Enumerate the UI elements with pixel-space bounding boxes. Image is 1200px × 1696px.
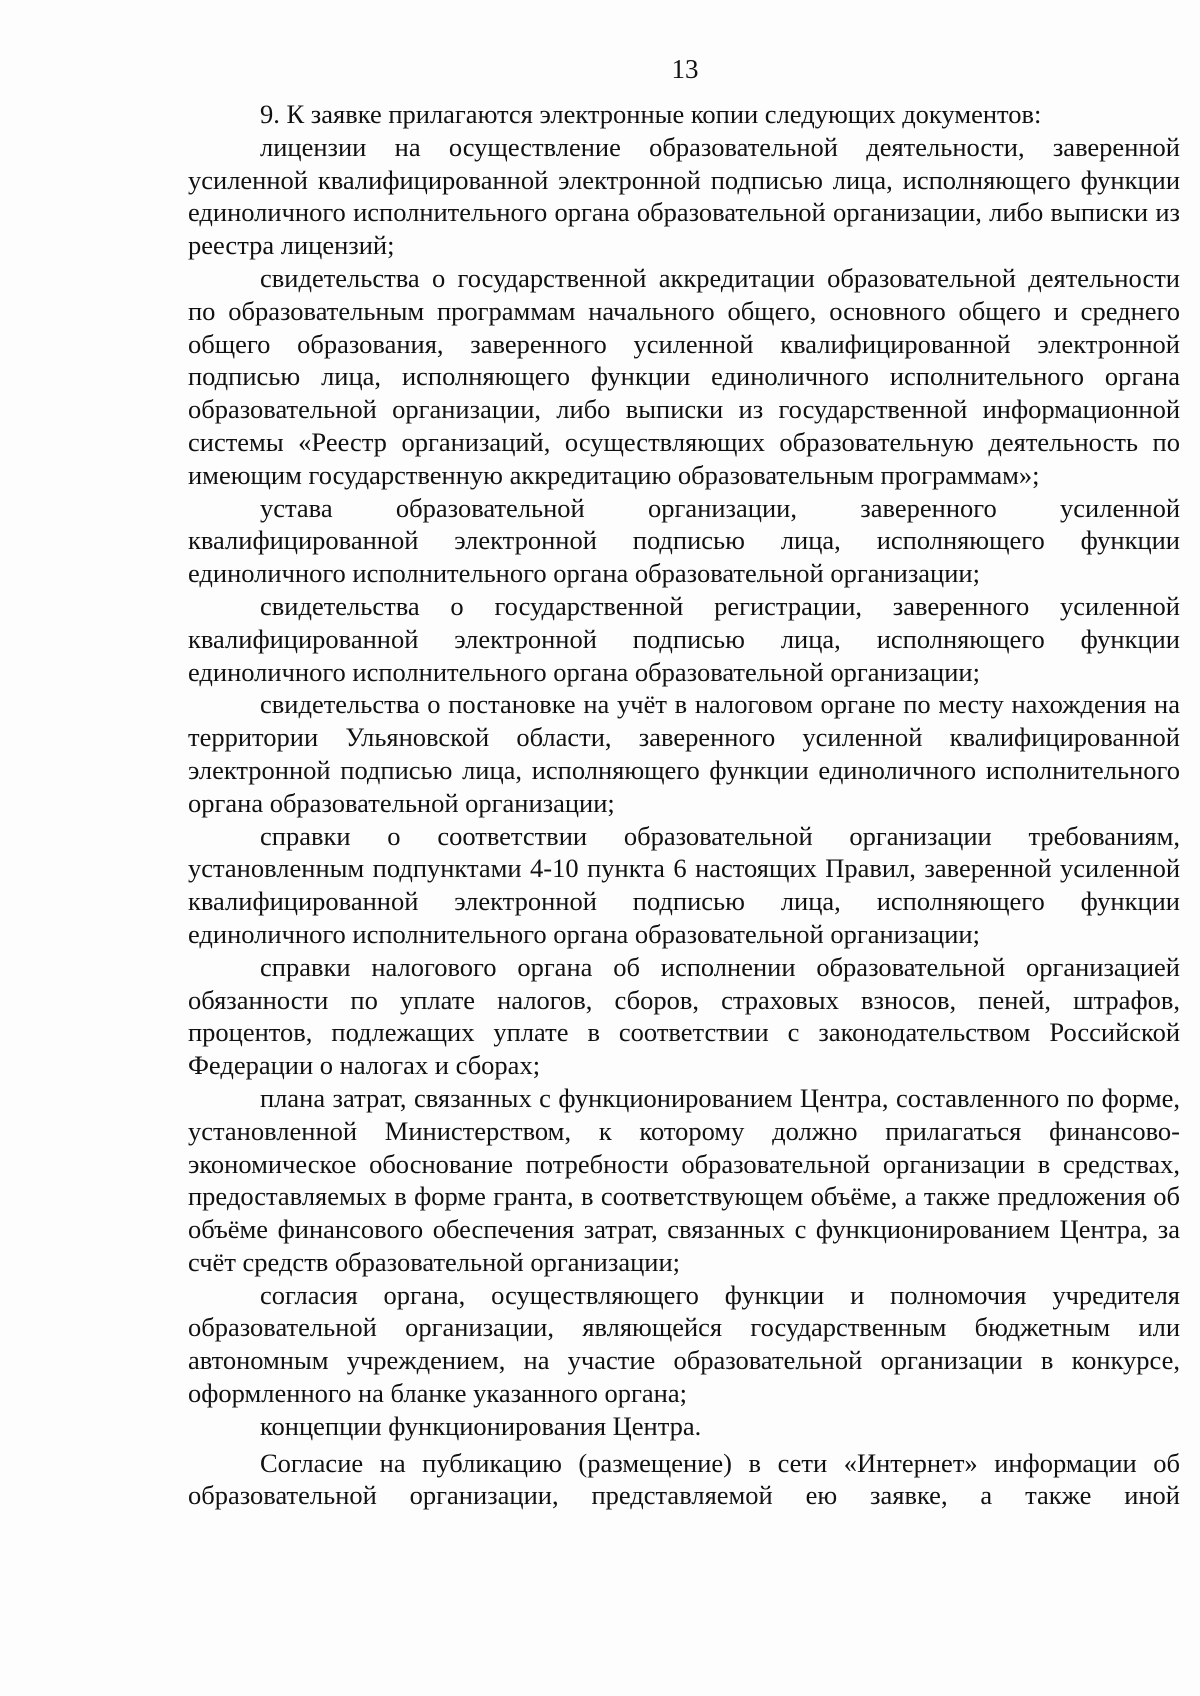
paragraph-accreditation: свидетельства о государственной аккредитации образовательной деятельности по образовательным программам начального общего, основного общего и среднего общего образования, заверенного усиленной квалифицированной электронной подписью лица, исполняющего функции единоличного исполнительного органа образовательной организации, либо выписки из государственной информационной системы «Реестр организаций, осуществляющих образовательную деятельность по имеющим государственную аккредитацию образовательным программам»; [188, 262, 1180, 490]
paragraph-cost-plan: плана затрат, связанных с функционированием Центра, составленного по форме, установленной Министерством, к которому должно прилагаться финансово-экономическое обоснование потребности образовательной организации в средствах, предоставляемых в форме гранта, в соответствующем объёме, а также предложения об объёме финансового обеспечения затрат, связанных с функционированием Центра, за счёт средств образовательной организации; [188, 1082, 1180, 1277]
paragraph-tax-certificate: справки налогового органа об исполнении образовательной организацией обязанности по уплате налогов, сборов, страховых взносов, пеней, штрафов, процентов, подлежащих уплате в соответствии с законодательством Российской Федерации о налогах и сборах; [188, 951, 1180, 1081]
paragraph-license: лицензии на осуществление образовательной деятельности, заверенной усиленной квалифицированной электронной подписью лица, исполняющего функции единоличного исполнительного органа образовательной организации, либо выписки из реестра лицензий; [188, 131, 1180, 261]
paragraph-concept: концепции функционирования Центра. [260, 1410, 702, 1441]
paragraph-tax-registration: свидетельства о постановке на учёт в налоговом органе по месту нахождения на территории Ульяновской области, заверенного усиленной квалифицированной электронной подписью лица, исполняющего функции единоличного исполнительного органа образовательной организации; [188, 689, 1180, 818]
page-number: 13 [671, 54, 699, 84]
paragraph-compliance-certificate: справки о соответствии образовательной организации требованиям, установленным подпунктами 4-10 пункта 6 настоящих Правил, заверенной усиленной квалифицированной электронной подписью лица, исполняющего функции единоличного исполнительного органа образовательной организации; [188, 820, 1180, 949]
paragraph-registration: свидетельства о государственной регистрации, заверенного усиленной квалифицированной электронной подписью лица, исполняющего функции единоличного исполнительного органа образовательной организации; [188, 590, 1180, 687]
paragraph-publication-consent: Согласие на публикацию (размещение) в сети «Интернет» информации об образовательной организации, представляемой ею заявке, а также иной [188, 1447, 1180, 1511]
paragraph-charter: устава образовательной организации, заверенного усиленной квалифицированной электронной подписью лица, исполняющего функции единоличного исполнительного органа образовательной организации; [188, 492, 1180, 589]
paragraph-founder-consent: согласия органа, осуществляющего функции и полномочия учредителя образовательной организации, являющейся государственным бюджетным или автономным учреждением, на участие образовательной организации в конкурсе, оформленного на бланке указанного органа; [188, 1279, 1180, 1409]
document-body [188, 98, 1180, 1512]
paragraph-item-9-intro: 9. К заявке прилагаются электронные копии следующих документов: [260, 99, 1042, 129]
